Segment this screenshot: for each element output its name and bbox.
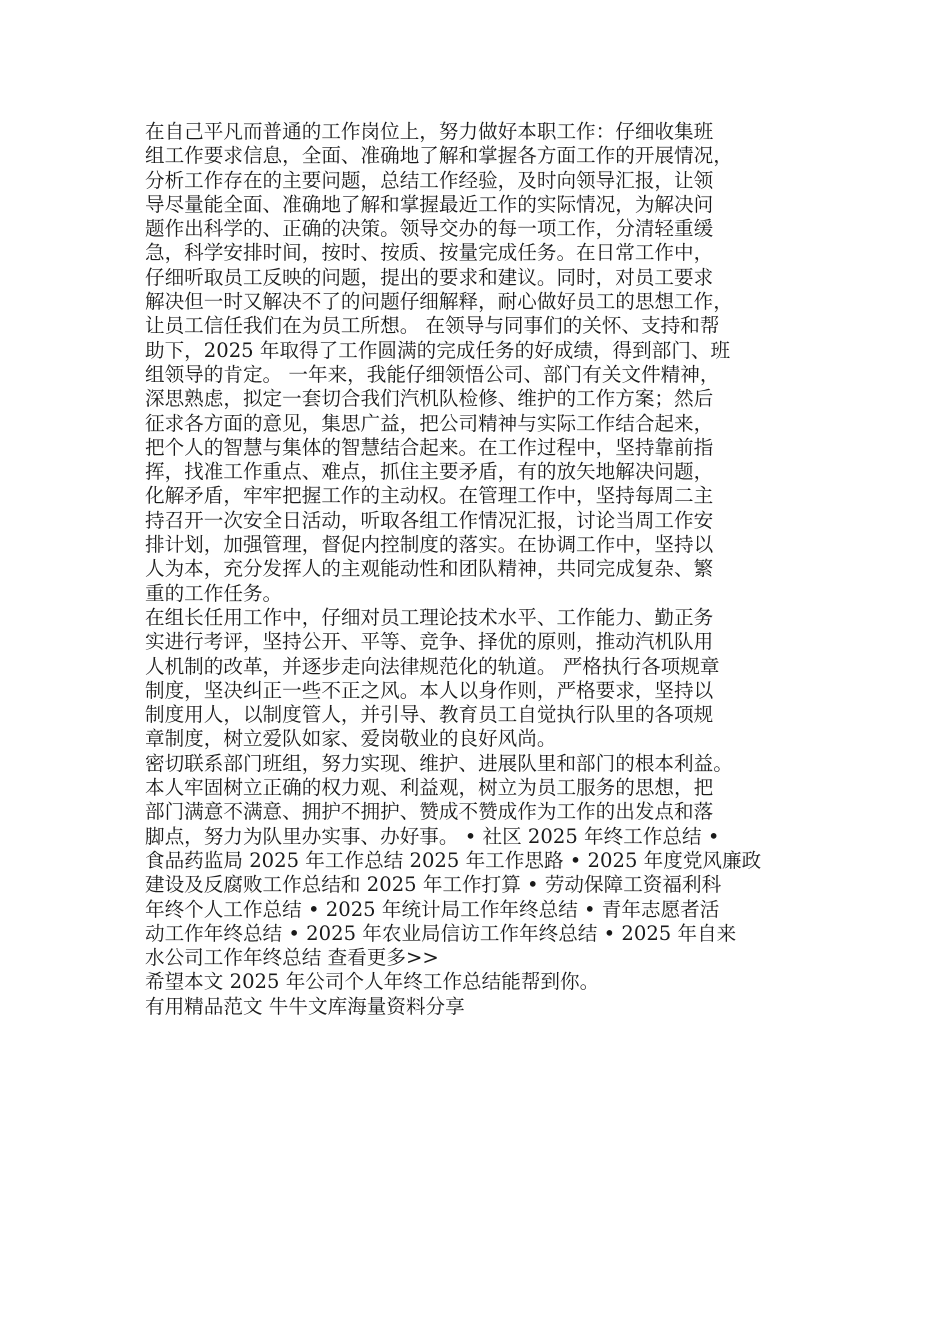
- text-line: 食品药监局 2025 年工作总结 2025 年工作思路 • 2025 年度党风廉政: [145, 848, 762, 872]
- text-line: 导尽量能全面、准确地了解和掌握最近工作的实际情况，为解决问: [145, 192, 714, 216]
- text-line: 年终个人工作总结 • 2025 年统计局工作年终总结 • 青年志愿者活: [145, 897, 720, 921]
- text-line: 挥，找准工作重点、难点，抓住主要矛盾，有的放矢地解决问题，: [145, 460, 714, 484]
- text-line: 人机制的改革，并逐步走向法律规范化的轨道。 严格执行各项规章: [145, 654, 720, 678]
- text-line: 本人牢固树立正确的权力观、利益观，树立为员工服务的思想，把: [145, 776, 714, 800]
- text-line: 在自己平凡而普通的工作岗位上，努力做好本职工作：仔细收集班: [145, 120, 714, 143]
- text-line: 章制度，树立爱队如家、爱岗敬业的良好风尚。: [145, 727, 557, 751]
- text-line: 仔细听取员工反映的问题，提出的要求和建议。同时，对员工要求: [145, 265, 714, 289]
- text-line: 解决但一时又解决不了的问题仔细解释，耐心做好员工的思想工作，: [145, 290, 733, 314]
- text-line: 组工作要求信息，全面、准确地了解和掌握各方面工作的开展情况，: [145, 144, 733, 168]
- text-line: 人为本，充分发挥人的主观能动性和团队精神，共同完成复杂、繁: [145, 557, 714, 581]
- text-line: 深思熟虑，拟定一套切合我们汽机队检修、维护的工作方案；然后: [145, 387, 714, 411]
- text-line: 在组长任用工作中，仔细对员工理论技术水平、工作能力、勤正务: [145, 605, 714, 629]
- text-line: 脚点，努力为队里办实事、办好事。 • 社区 2025 年终工作总结 •: [145, 824, 720, 848]
- text-line: 部门满意不满意、拥护不拥护、赞成不赞成作为工作的出发点和落: [145, 800, 714, 824]
- text-line: 持召开一次安全日活动，听取各组工作情况汇报，讨论当周工作安: [145, 508, 714, 532]
- text-line: 让员工信任我们在为员工所想。 在领导与同事们的关怀、支持和帮: [145, 314, 720, 338]
- text-line: 征求各方面的意见，集思广益，把公司精神与实际工作结合起来，: [145, 411, 714, 435]
- text-line: 分析工作存在的主要问题，总结工作经验，及时向领导汇报，让领: [145, 168, 714, 192]
- text-line: 排计划，加强管理，督促内控制度的落实。在协调工作中，坚持以: [145, 533, 714, 557]
- text-line: 题作出科学的、正确的决策。领导交办的每一项工作，分清轻重缓: [145, 217, 714, 241]
- text-line: 制度用人，以制度管人，并引导、教育员工自觉执行队里的各项规: [145, 703, 714, 727]
- text-line: 建设及反腐败工作总结和 2025 年工作打算 • 劳动保障工资福利科: [145, 873, 722, 897]
- text-line: 希望本文 2025 年公司个人年终工作总结能帮到你。: [145, 970, 600, 994]
- document-body: [145, 120, 815, 1019]
- text-line: 重的工作任务。: [145, 581, 283, 605]
- text-line: 组领导的肯定。 一年来，我能仔细领悟公司、部门有关文件精神，: [145, 362, 720, 386]
- text-line: 密切联系部门班组，努力实现、维护、进展队里和部门的根本利益。: [145, 751, 733, 775]
- text-line: 急，科学安排时间，按时、按质、按量完成任务。在日常工作中，: [145, 241, 714, 265]
- text-line: 化解矛盾，牢牢把握工作的主动权。在管理工作中，坚持每周二主: [145, 484, 714, 508]
- text-line: 助下，2025 年取得了工作圆满的完成任务的好成绩，得到部门、班: [145, 338, 731, 362]
- text-line: 有用精品范文 牛牛文库海量资料分享: [145, 994, 465, 1018]
- text-line: 实进行考评，坚持公开、平等、竞争、择优的原则，推动汽机队用: [145, 630, 714, 654]
- text-line: 水公司工作年终总结 查看更多>>: [145, 946, 439, 970]
- text-line: 动工作年终总结 • 2025 年农业局信访工作年终总结 • 2025 年自来: [145, 921, 737, 945]
- text-line: 制度，坚决纠正一些不正之风。本人以身作则，严格要求，坚持以: [145, 678, 714, 702]
- text-line: 把个人的智慧与集体的智慧结合起来。在工作过程中，坚持靠前指: [145, 435, 714, 459]
